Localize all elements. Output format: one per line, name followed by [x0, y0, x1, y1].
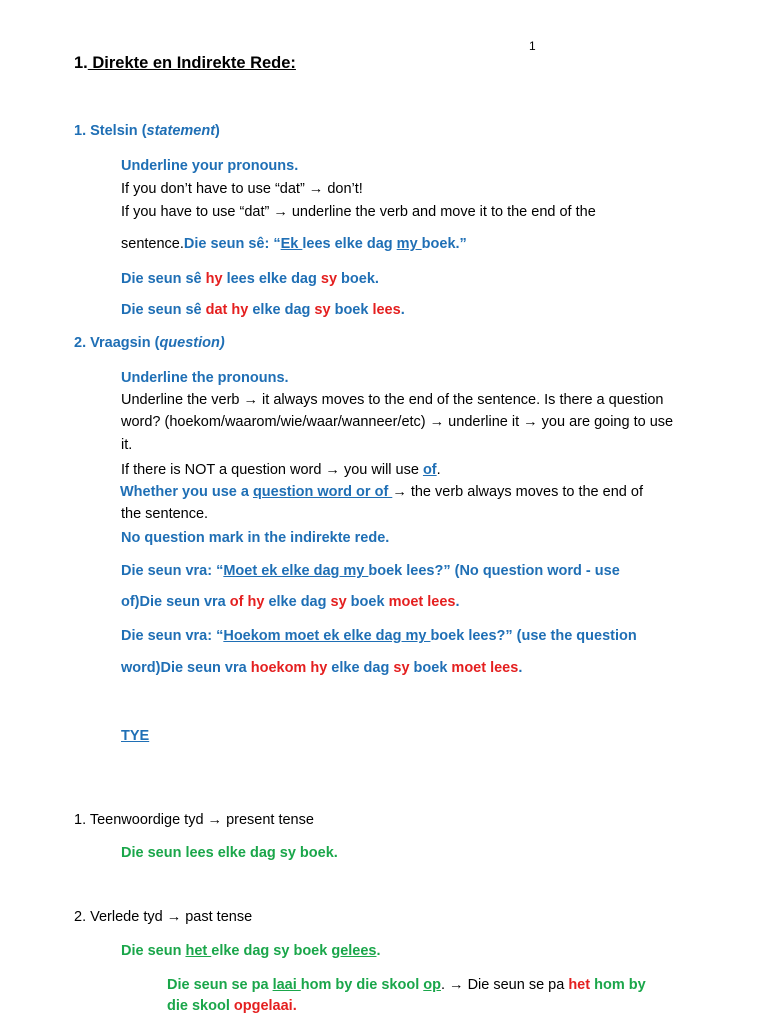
question-underlined: Hoekom moet ek elke dag my: [223, 628, 431, 644]
heading-part: 1. Stelsin (: [74, 123, 147, 139]
text-part: . → Die seun se pa: [440, 977, 569, 993]
text-part: elke dag: [248, 302, 315, 318]
instruction-line: [120, 482, 643, 502]
text-part: boek: [330, 302, 373, 318]
tense-label: 2. Verlede tyd → past tense: [74, 909, 253, 925]
text-part: boek.: [337, 271, 379, 287]
instruction-line: word? (hoekom/waarom/wie/waar/wanneer/etc) → underline it → you are going to use: [121, 414, 674, 430]
text-part: boek lees?” (No question word - use: [368, 563, 620, 579]
example-line: [121, 658, 522, 678]
text-part: Die seun vra: “: [121, 563, 224, 579]
example-line: [121, 300, 405, 320]
underlined-phrase: question word or of: [252, 484, 393, 500]
text-part: If there is NOT a question word → you will use: [121, 462, 423, 478]
pronoun-red: hy: [310, 660, 328, 676]
text-part: → the verb always moves to the end of: [392, 484, 643, 500]
text-part: hom by die skool: [300, 977, 424, 993]
particle-underlined: op: [423, 977, 441, 993]
example-line: [121, 234, 467, 254]
instruction-line: Underline the pronouns.: [121, 370, 289, 386]
text-part: sentence.: [121, 236, 184, 252]
pronoun-red: sy: [330, 594, 347, 610]
page-title: [74, 53, 296, 73]
auxiliary-underlined: het: [185, 943, 212, 959]
section-heading-stelsin: [74, 121, 220, 141]
text-part: .: [518, 660, 523, 676]
pronoun-red: sy: [320, 271, 338, 287]
tense-example: [167, 996, 297, 1016]
text-part: of): [121, 594, 140, 610]
text-part: elke dag sy boek: [211, 943, 332, 959]
text-part: Whether you use a: [120, 484, 253, 500]
auxiliary-red: het: [568, 977, 591, 993]
instruction-line: Underline the verb → it always moves to the end of the sentence. Is there a question: [121, 392, 664, 408]
pronoun-underlined: my: [396, 236, 422, 252]
heading-italic: statement: [146, 123, 216, 139]
pronoun-red: hy: [205, 271, 223, 287]
page-number: 1: [529, 39, 536, 53]
participle-underlined: gelees: [331, 943, 377, 959]
of-underlined: of: [422, 462, 437, 478]
title-text: Direkte en Indirekte Rede:: [87, 54, 296, 72]
text-part: Die seun sê: [121, 302, 206, 318]
instruction-line: [121, 460, 441, 480]
text-part: Die seun vra: [160, 660, 251, 676]
text-part: .: [455, 594, 460, 610]
text-part: lees elke dag: [222, 271, 321, 287]
pronoun-red: sy: [314, 302, 331, 318]
title-number: 1.: [74, 54, 88, 72]
text-part: .: [400, 302, 405, 318]
section-heading-vraagsin: [74, 333, 225, 353]
text-part: .: [436, 462, 441, 478]
text-part: word): [121, 660, 161, 676]
tense-label: 1. Teenwoordige tyd → present tense: [74, 812, 314, 828]
text-part: .: [376, 943, 381, 959]
text-part: Die seun vra: [139, 594, 230, 610]
tense-example: [167, 975, 646, 995]
verb-red: moet lees: [388, 594, 456, 610]
tense-example: Die seun lees elke dag sy boek.: [121, 845, 338, 861]
pronoun-underlined: Ek: [280, 236, 303, 252]
text-part: elke dag: [327, 660, 394, 676]
example-line: [121, 561, 620, 581]
example-line: [121, 269, 379, 289]
pronoun-red: sy: [393, 660, 410, 676]
text-part: Die seun sê: [121, 271, 206, 287]
text-part: die skool: [167, 998, 234, 1014]
heading-part: ): [215, 123, 220, 139]
pronoun-red: hy: [231, 302, 249, 318]
heading-part: 2. Vraagsin (: [74, 335, 160, 351]
pronoun-red: hy: [247, 594, 265, 610]
of-red: of: [229, 594, 244, 610]
text-part: hom by: [590, 977, 646, 993]
instruction-line: No question mark in the indirekte rede.: [121, 530, 390, 546]
example-line: [121, 626, 637, 646]
example-line: [121, 592, 460, 612]
text-part: boek lees?” (use the question: [430, 628, 637, 644]
text-part: boek: [346, 594, 389, 610]
instruction-line: If you have to use “dat” → underline the verb and move it to the end of the: [121, 204, 596, 220]
text-part: Die seun: [121, 943, 186, 959]
instruction-line: Underline your pronouns.: [121, 158, 299, 174]
participle-red: opgelaai.: [233, 998, 297, 1014]
text-part: elke dag: [264, 594, 331, 610]
section-heading-tye: TYE: [121, 728, 150, 744]
text-part: Die seun se pa: [167, 977, 273, 993]
verb-red: lees: [372, 302, 401, 318]
text-part: Die seun sê: “: [183, 236, 281, 252]
verb-underlined: laai: [272, 977, 301, 993]
question-underlined: Moet ek elke dag my: [223, 563, 369, 579]
question-word-red: hoekom: [250, 660, 307, 676]
tense-example: [121, 941, 381, 961]
conjunction-red: dat: [205, 302, 228, 318]
verb-red: moet lees: [451, 660, 519, 676]
text-part: boek: [409, 660, 452, 676]
text-part: lees elke dag: [302, 236, 397, 252]
instruction-line: the sentence.: [121, 506, 209, 522]
instruction-line: it.: [121, 437, 133, 453]
instruction-line: If you don’t have to use “dat” → don’t!: [121, 181, 363, 197]
text-part: boek.”: [421, 236, 467, 252]
text-part: Die seun vra: “: [121, 628, 224, 644]
heading-italic: question): [159, 335, 225, 351]
